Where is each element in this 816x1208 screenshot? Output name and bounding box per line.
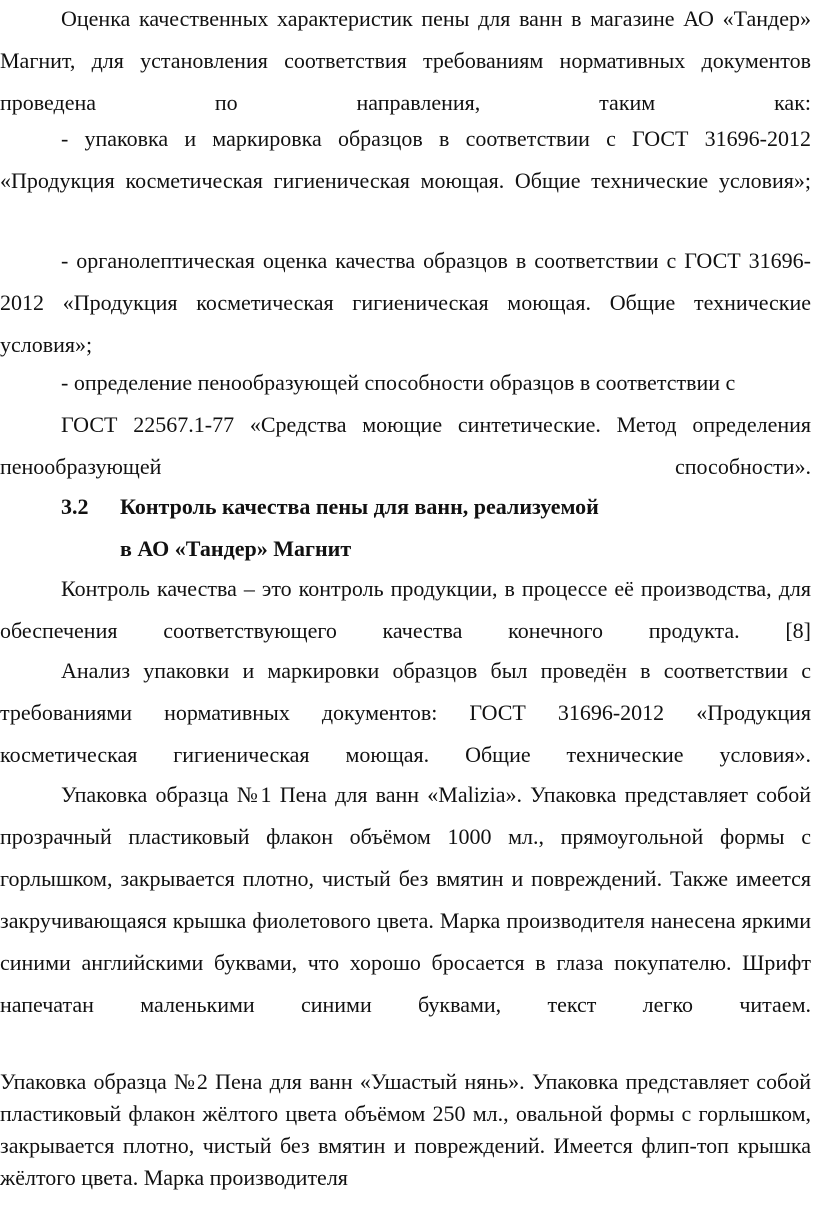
paragraph-gost-22567: ГОСТ 22567.1-77 «Средства моющие синтетические. Метод определения пенообразующей способности». bbox=[0, 412, 811, 479]
paragraph-item-foaming: - определение пенообразующей способности образцов в соответствии с bbox=[61, 370, 736, 395]
paragraph-packaging-analysis: Анализ упаковки и маркировки образцов был проведён в соответствии с требованиями нормативных документов: ГОСТ 31696-2012 «Продукция косметическая гигиеническая моющая. Общие технические условия». bbox=[0, 658, 811, 767]
section-title-line2: в АО «Тандер» Магнит bbox=[120, 536, 352, 561]
section-title-line1: Контроль качества пены для ванн, реализуемой bbox=[120, 494, 599, 519]
paragraph-item-packaging: - упаковка и маркировка образцов в соответствии с ГОСТ 31696-2012 «Продукция косметическая гигиеническая моющая. Общие технические условия»; bbox=[0, 126, 811, 193]
paragraph-sample-2: Упаковка образца №2 Пена для ванн «Ушастый нянь». Упаковка представляет собой пластиковый флакон жёлтого цвета объёмом 250 мл., овальной формы с горлышком, закрывается плотно, чистый без вмятин и повреждений. Имеется флип-топ крышка жёлтого цвета. Марка производителя bbox=[0, 1069, 811, 1190]
section-heading bbox=[61, 486, 599, 570]
paragraph-intro: Оценка качественных характеристик пены для ванн в магазине АО «Тандер» Магнит, для установления соответствия требованиям нормативных документов проведена по направления, таким как: bbox=[0, 6, 811, 115]
paragraph-sample-1: Упаковка образца №1 Пена для ванн «Malizia». Упаковка представляет собой прозрачный пластиковый флакон объёмом 1000 мл., прямоугольной формы с горлышком, закрывается плотно, чистый без вмятин и повреждений. Также имеется закручивающаяся крышка фиолетового цвета. Марка производителя нанесена яркими синими английскими буквами, что хорошо бросается в глаза покупателю. Шрифт напечатан маленькими синими буквами, текст легко читаем. bbox=[0, 782, 811, 1017]
paragraph-quality-control: Контроль качества – это контроль продукции, в процессе её производства, для обеспечения соответствующего качества конечного продукта. [8] bbox=[0, 576, 811, 643]
paragraph-item-organoleptic: - органолептическая оценка качества образцов в соответствии с ГОСТ 31696-2012 «Продукция косметическая гигиеническая моющая. Общие технические условия»; bbox=[0, 248, 811, 357]
section-number: 3.2 bbox=[61, 494, 89, 519]
